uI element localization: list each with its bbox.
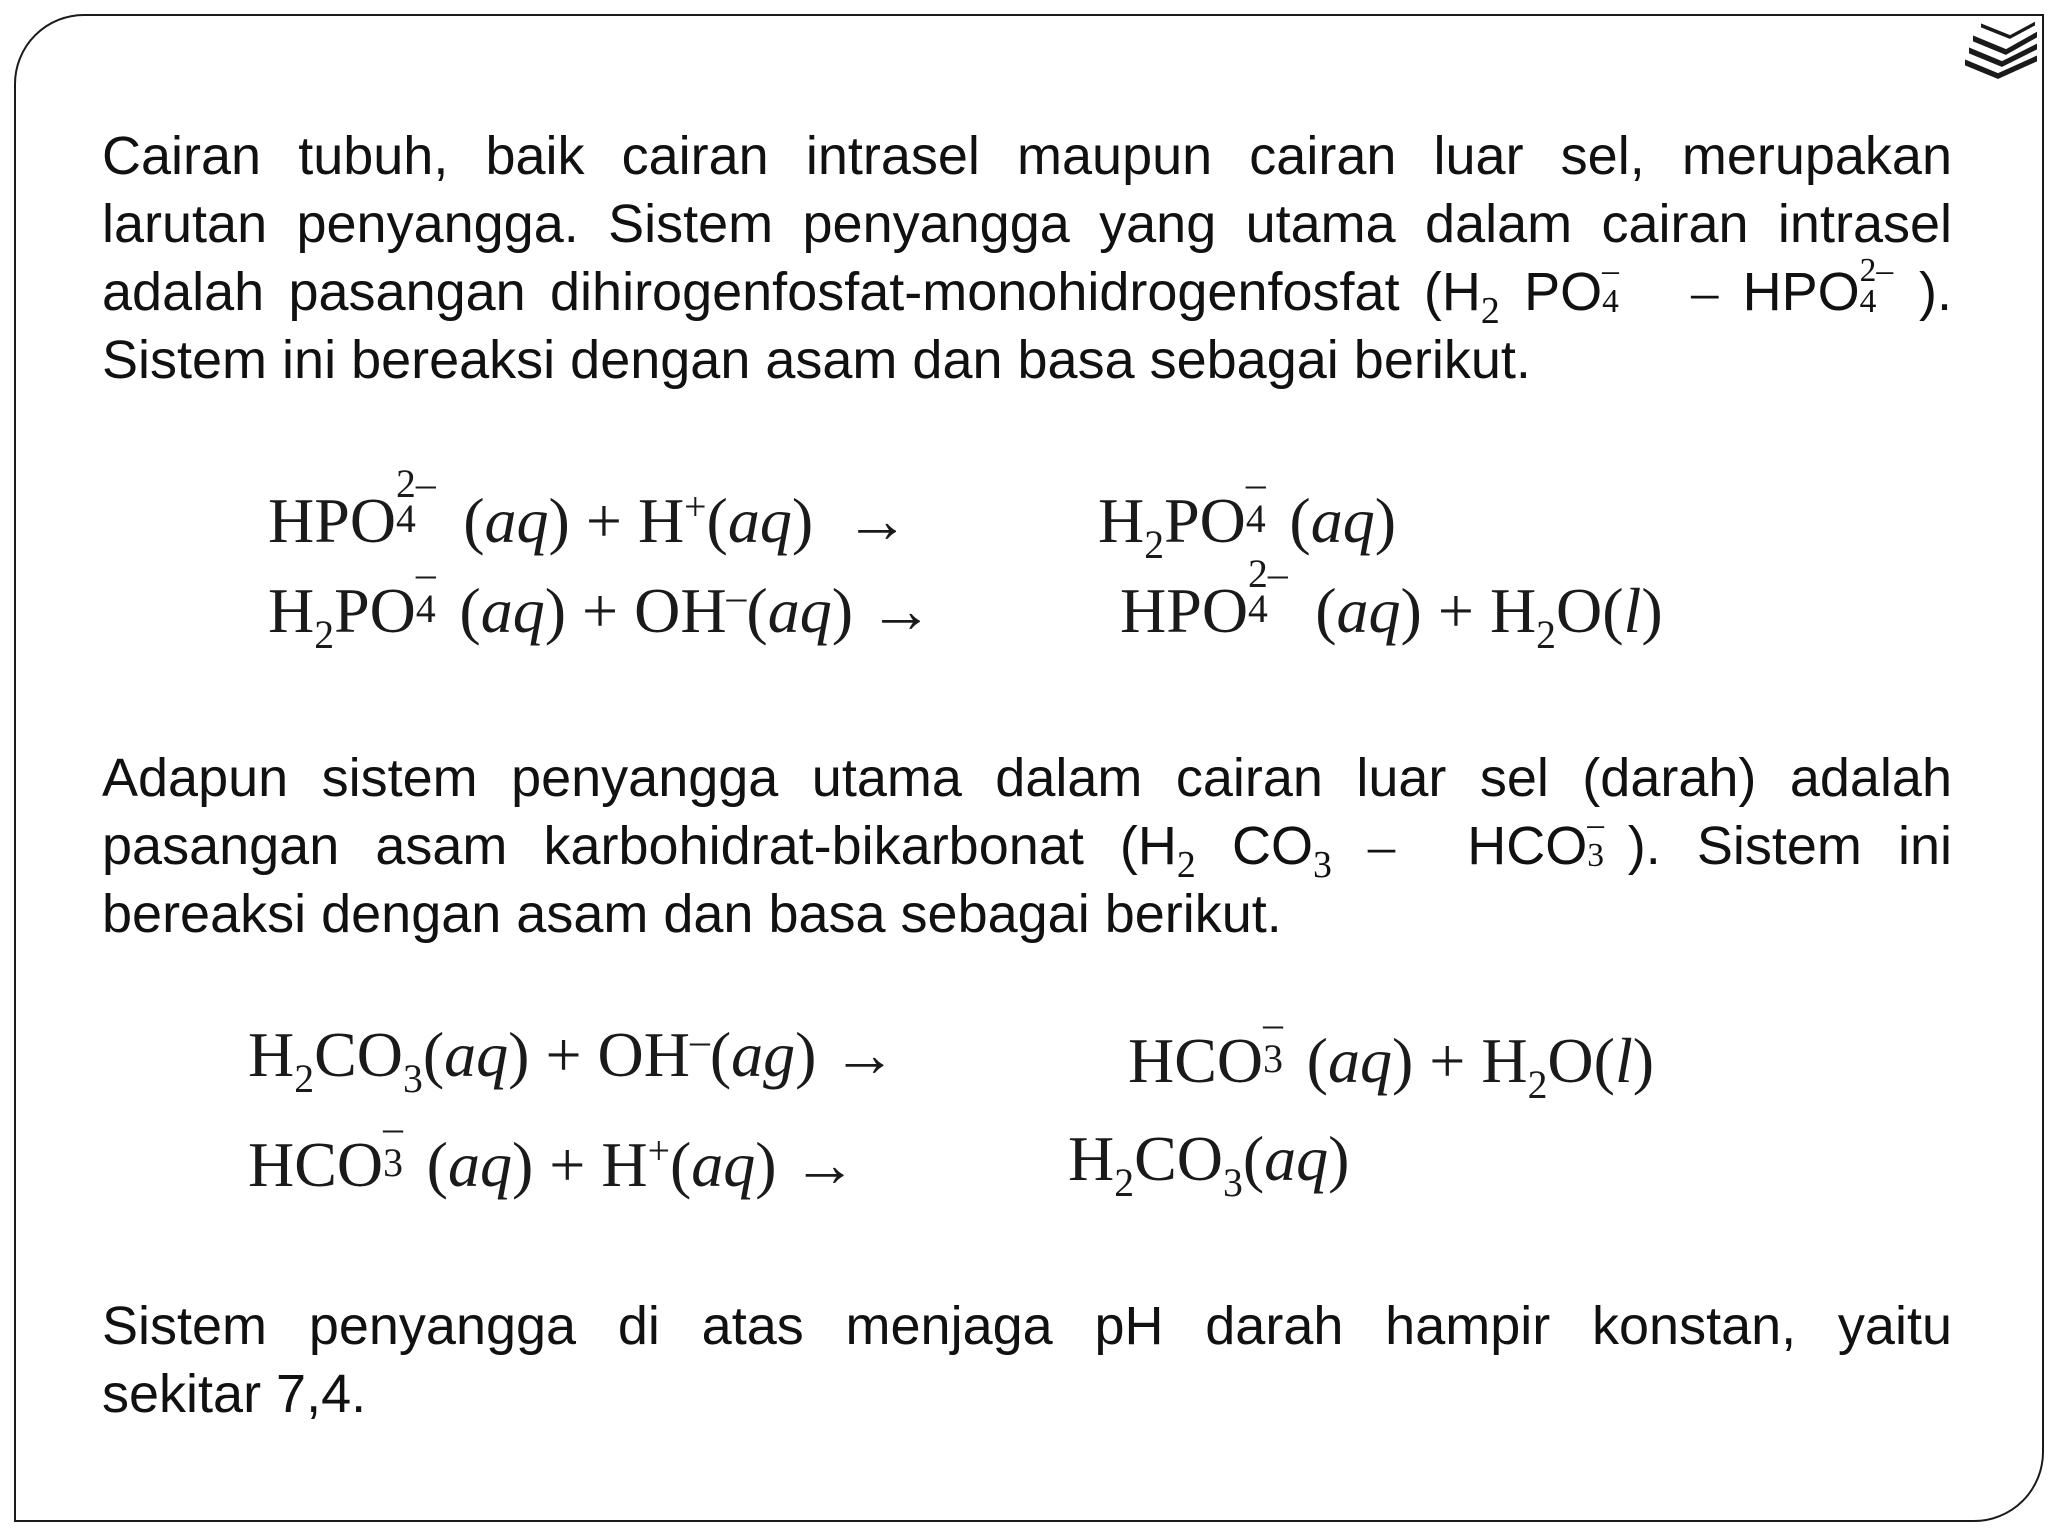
equation-rhs: $H_2PO$ – 4 (aq) — [1098, 462, 1397, 567]
paragraph-line: Sistem ini bereaksi dengan asam dan basa sebagai berikut. — [102, 330, 1531, 390]
equation-rhs: HCO – 3 $(aq) + H_2O(l)$ — [1128, 1002, 1655, 1107]
paragraph-line: Cairan tubuh, baik cairan intrasel maupun cairan luar sel, merupakan — [102, 126, 1952, 186]
equation-rhs: $H_2CO_3(aq)$ — [1068, 1123, 1350, 1205]
equations-phosphate — [268, 462, 1768, 658]
equation-row — [248, 1002, 1798, 1122]
paragraph-line: larutan penyangga. Sistem penyangga yang utama dalam cairan intrasel — [102, 194, 1952, 254]
paragraph-carbonate — [102, 744, 1952, 948]
paragraph-line-phosphate-pair: adalah pasangan dihirogenfosfat-monohidrogenfosfat ($H_2$ PO – 4 – HPO 2– 4 ). — [102, 251, 1952, 333]
equations-carbonate — [248, 1002, 1798, 1212]
equation-lhs: $H_2CO_3(aq) + OH^-(ag)$ → — [248, 1019, 897, 1101]
equation-row — [268, 552, 1768, 658]
equation-rhs: HPO 2– 4 $(aq) + H_2O(l)$ — [1120, 552, 1663, 657]
equation-row — [248, 1106, 1798, 1212]
paragraph-line: bereaksi dengan asam dan basa sebagai berikut. — [102, 884, 1282, 944]
paragraph-intro — [102, 122, 1952, 394]
stacked-books-logo-icon — [1958, 14, 2042, 84]
paragraph-conclusion — [102, 1292, 1952, 1428]
paragraph-line: Adapun sistem penyangga utama dalam cairan luar sel (darah) adalah — [102, 748, 1952, 808]
equation-lhs: HPO 2– 4 (aq) + H+(aq) → — [268, 462, 910, 556]
equation-lhs: HCO – 3 (aq) + H+(aq) → — [248, 1106, 857, 1200]
equation-lhs: $H_2PO$ – 4 (aq) + OH–(aq) → — [268, 552, 934, 657]
paragraph-line: Sistem penyangga di atas menjaga pH darah hampir konstan, yaitu — [102, 1296, 1952, 1356]
paragraph-line-carbonate-pair: pasangan asam karbohidrat-bikarbonat ($H_2$ $CO_3$ – HCO – 3 ). Sistem ini — [102, 805, 1952, 887]
equation-row — [268, 462, 1768, 568]
paragraph-line: sekitar 7,4. — [102, 1364, 367, 1424]
